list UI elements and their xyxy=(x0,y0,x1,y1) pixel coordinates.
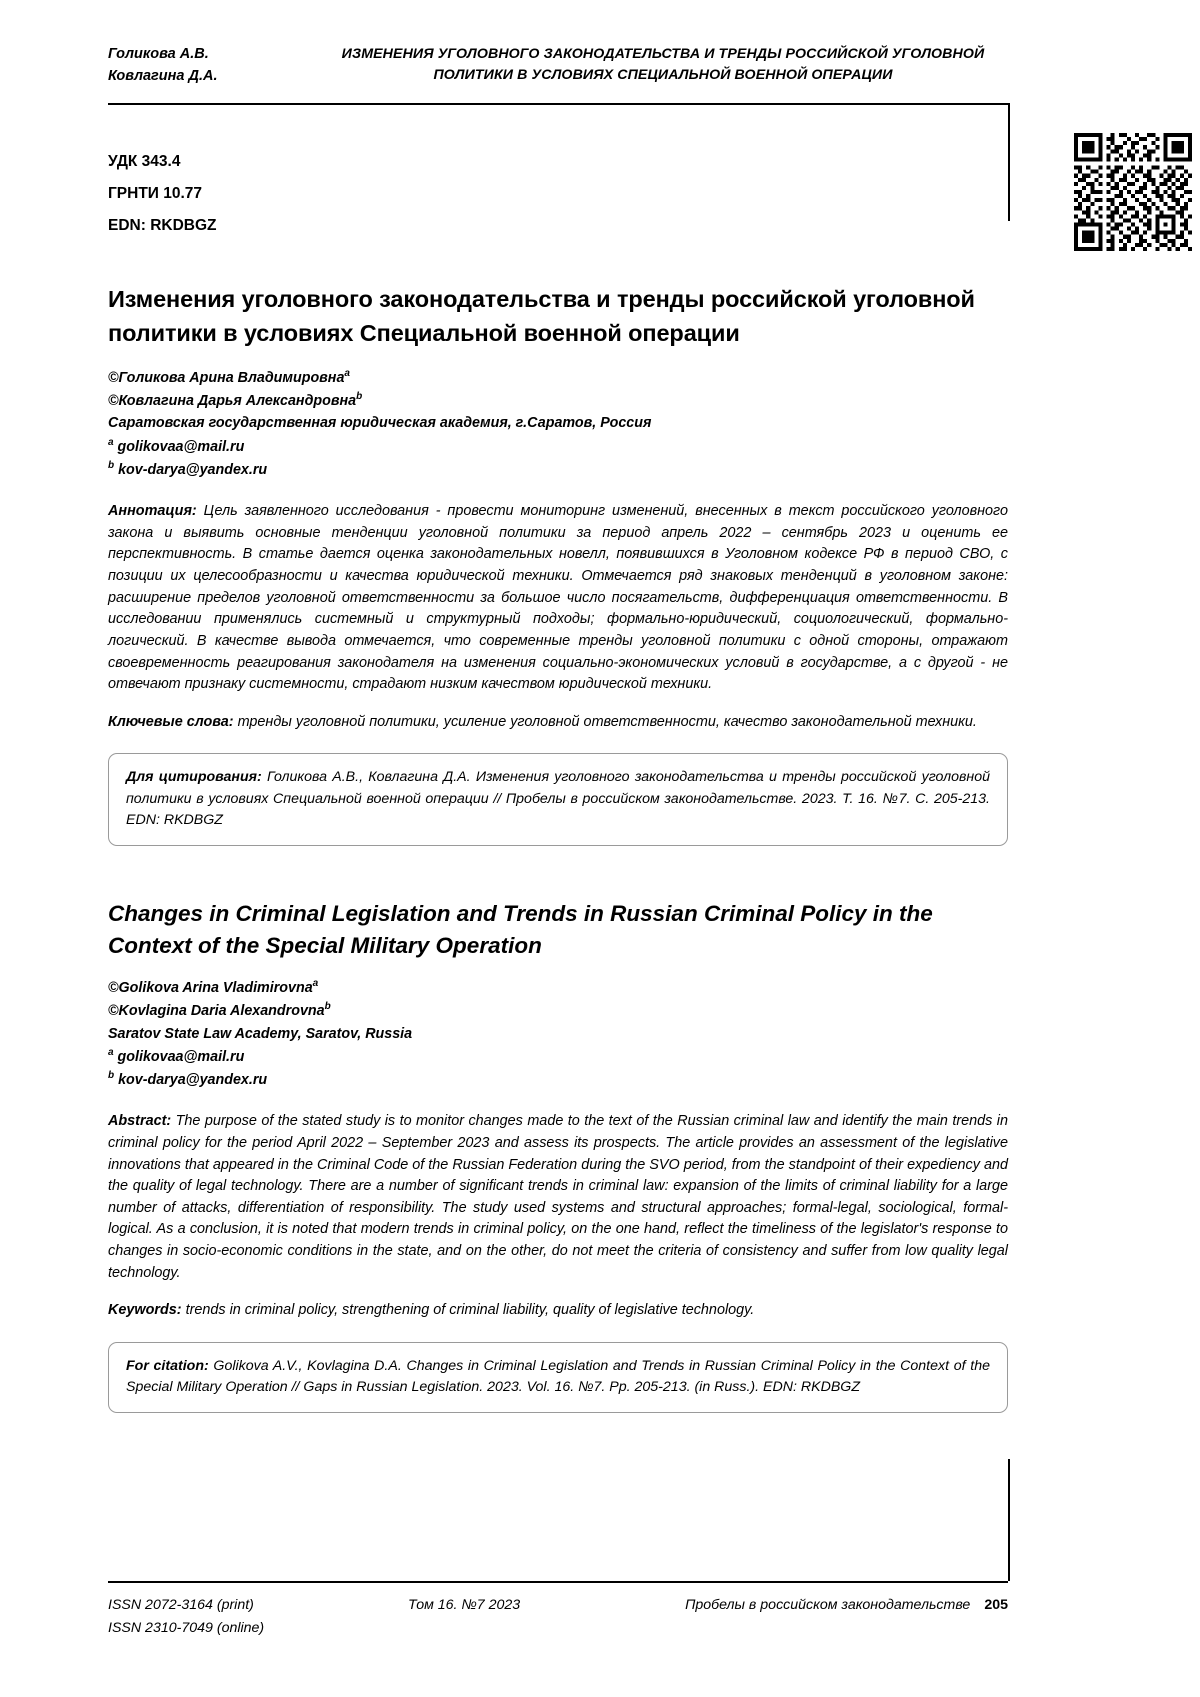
email-2-marker-en: b xyxy=(108,1070,115,1082)
author-2-email-en xyxy=(108,1068,1008,1091)
keywords-label-en: Keywords: xyxy=(108,1302,182,1319)
keywords-text-en: trends in criminal policy, strengthening of criminal liability, quality of legislative technology. xyxy=(181,1302,755,1319)
issn-print: ISSN 2072-3164 (print) xyxy=(108,1597,254,1613)
abstract-ru xyxy=(108,501,1008,695)
running-head-title: ИЗМЕНЕНИЯ УГОЛОВНОГО ЗАКОНОДАТЕЛЬСТВА И ТРЕНДЫ РОССИЙСКОЙ УГОЛОВНОЙ ПОЛИТИКИ В УСЛОВИЯХ СПЕЦИАЛЬНОЙ ВОЕННОЙ ОПЕРАЦИИ xyxy=(341,46,985,84)
citation-box-en xyxy=(108,1342,1008,1414)
author-1-affiliation-marker-en: a xyxy=(312,978,319,990)
affiliation-ru: Саратовская государственная юридическая академия, г.Саратов, Россия xyxy=(108,415,652,432)
edn-code: EDN: RKDBGZ xyxy=(108,216,217,234)
keywords-text-ru: тренды уголовной политики, усиление уголовной ответственности, качество законодательной техники. xyxy=(233,713,977,730)
header-tick-mark xyxy=(1008,103,1010,221)
keywords-ru xyxy=(108,712,1008,734)
journal-title-footer xyxy=(638,1594,1008,1617)
page-footer xyxy=(108,1594,1008,1639)
author-2-name-en: ©Kovlagina Daria Alexandrovna xyxy=(108,1003,325,1020)
volume-info: Том 16. №7 2023 xyxy=(408,1597,521,1613)
authors-block-ru xyxy=(108,366,1008,481)
article-title-en: Changes in Criminal Legislation and Trends in Russian Criminal Policy in the Context of the Special Military Operation xyxy=(108,901,933,959)
author-1-ru xyxy=(108,366,1008,389)
keywords-en xyxy=(108,1300,1008,1322)
qr-code xyxy=(1074,133,1192,251)
abstract-text-en: The purpose of the stated study is to monitor changes made to the text of the Russian criminal law and identify the main trends in criminal policy for the period April 2022 – September 2023 and assess its prospects. The article provides an assessment of the legislative innovations that appeared in the Criminal Code of the Russian Federation during the SVO period, from the standpoint of their expediency and the quality of legal technology. There are a number of significant trends in criminal law: expansion of the limits of criminal liability for a large number of attacks, differentiation of responsibility. The study used systems and structural approaches; formal-legal, sociological, formal-logical. As a conclusion, it is noted that modern trends in criminal policy, on the one hand, reflect the timeliness of the legislator's response to changes in socio-economic conditions in the state, and on the other, do not meet the criteria of consistency and suffer from low quality legal technology. xyxy=(108,1113,1008,1281)
citation-text-ru: Голикова А.В., Ковлагина Д.А. Изменения уголовного законодательства и тренды российской уголовной политики в условиях Специальной военной операции // Пробелы в российском законодательстве. 2023. Т. 16. №7. С. 205-213. EDN: RKDBGZ xyxy=(126,769,991,828)
citation-box-ru xyxy=(108,753,1008,846)
grnti-code: ГРНТИ 10.77 xyxy=(108,184,203,202)
page-number: 205 xyxy=(984,1597,1008,1613)
author-2-name-ru: ©Ковлагина Дарья Александровна xyxy=(108,392,357,409)
running-head-author-2: Ковлагина Д.А. xyxy=(108,67,218,84)
author-2-affiliation-marker-ru: b xyxy=(356,391,363,403)
abstract-en xyxy=(108,1111,1008,1284)
article-title-ru: Изменения уголовного законодательства и тренды российской уголовной политики в условиях Специальной военной операции xyxy=(108,286,975,346)
running-head-author-1: Голикова А.В. xyxy=(108,46,209,62)
footer-tick-mark xyxy=(1008,1459,1010,1581)
citation-text-en: Golikova A.V., Kovlagina D.A. Changes in Criminal Legislation and Trends in Russian Criminal Policy in the Context of the Special Military Operation // Gaps in Russian Legislation. 2023. Vol. 16. №7. Pp. 205-213. (in Russ.). EDN: RKDBGZ xyxy=(126,1357,990,1396)
affiliation-en: Saratov State Law Academy, Saratov, Russia xyxy=(108,1025,413,1042)
author-1-email-ru xyxy=(108,435,1008,458)
issn-online: ISSN 2310-7049 (online) xyxy=(108,1619,265,1636)
author-1-affiliation-marker-ru: a xyxy=(344,368,350,380)
abstract-text-ru: Цель заявленного исследования - провести мониторинг изменений, внесенных в текст российского уголовного закона и выявить основные тенденции уголовной политики за период апрель 2022 – сентябрь 2023 и оценить ее перспективность. В статье дается оценка законодательных новелл, появившихся в Уголовном кодексе РФ в период СВО, с позиции их целесообразности и качества юридической техники. Отмечается ряд знаковых тенденций в уголовном законе: расширение пределов уголовной ответственности за большое число посягательств, дифференциация ответственности. В исследовании применялись системный и структурный подходы; формально-юридический, социологический, формально-логический. В качестве вывода отмечается, что современные тренды уголовной политики с одной стороны, отражают своевременность реагирования законодателя на изменения социально-экономических условий в государстве, а с другой - не отвечают признаку системности, страдают низким качеством юридической техники. xyxy=(108,503,1008,693)
classification-codes xyxy=(108,146,1008,241)
email-2-marker-ru: b xyxy=(108,460,115,472)
email-1-en[interactable]: golikovaa@mail.ru xyxy=(117,1048,245,1065)
authors-block-en xyxy=(108,976,1008,1091)
author-1-name-ru: ©Голикова Арина Владимировна xyxy=(108,369,345,386)
email-2-ru[interactable]: kov-darya@yandex.ru xyxy=(118,461,268,478)
author-1-email-en xyxy=(108,1045,1008,1068)
author-1-en xyxy=(108,976,1008,999)
author-2-email-ru xyxy=(108,458,1008,481)
email-2-en[interactable]: kov-darya@yandex.ru xyxy=(118,1071,268,1088)
issn-block xyxy=(108,1594,408,1639)
abstract-label-ru: Аннотация: xyxy=(108,503,197,520)
email-1-marker-en: a xyxy=(108,1046,114,1058)
citation-label-ru: Для цитирования: xyxy=(126,769,262,786)
journal-name: Пробелы в российском законодательстве xyxy=(685,1597,971,1613)
email-1-ru[interactable]: golikovaa@mail.ru xyxy=(117,438,245,455)
abstract-label-en: Abstract: xyxy=(108,1113,172,1130)
footer-divider xyxy=(108,1581,1008,1583)
author-2-en xyxy=(108,999,1008,1022)
article-body xyxy=(108,0,1008,1413)
citation-label-en: For citation: xyxy=(126,1357,209,1374)
author-2-affiliation-marker-en: b xyxy=(324,1001,331,1013)
email-1-marker-ru: a xyxy=(108,436,114,448)
keywords-label-ru: Ключевые слова: xyxy=(108,713,234,730)
author-2-ru xyxy=(108,389,1008,412)
author-1-name-en: ©Golikova Arina Vladimirovna xyxy=(108,979,313,996)
udk-code: УДК 343.4 xyxy=(108,153,181,170)
